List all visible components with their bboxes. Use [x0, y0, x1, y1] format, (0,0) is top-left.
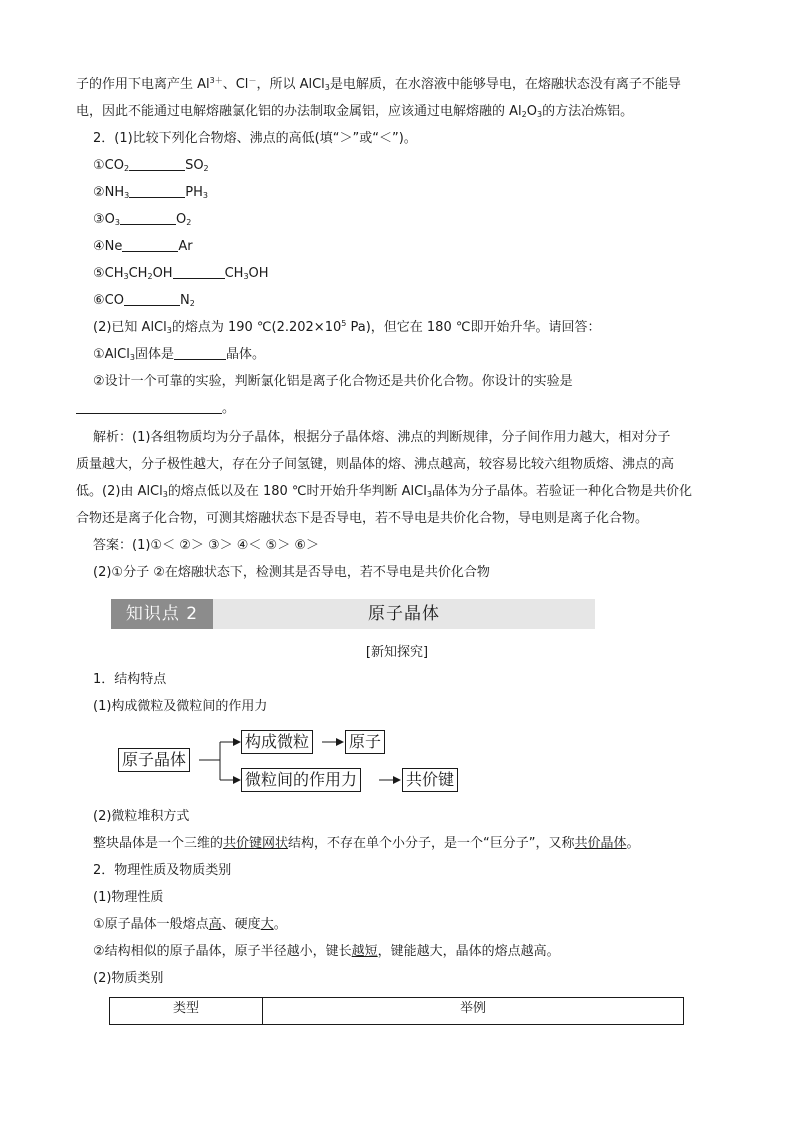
question-2-part-2-2-blank: 。 [76, 400, 235, 418]
question-2-part-2-1: ①AlCl$_3$固体是 晶体。 [93, 347, 265, 362]
knowledge-point-tag: 知识点 2 [111, 599, 213, 629]
paragraph-line: ①原子晶体一般熔点高、硬度大。 [93, 917, 287, 932]
answer-line: (2)①分子 ②在熔融状态下，检测其是否导电，若不导电是共价化合物 [93, 565, 490, 580]
knowledge-point-title: 原子晶体 [368, 604, 440, 624]
subsection-heading: (1)构成微粒及微粒间的作用力 [93, 699, 268, 714]
compare-item-5: $⑤CH_3CH_2OH$ $CH_3OH$ [93, 266, 269, 281]
diagram-node-atom: 原子 [345, 730, 385, 754]
subsection-heading: (2)物质类别 [93, 971, 164, 986]
compare-item-2: $②NH_3$ $PH_3$ [93, 185, 208, 200]
compare-item-1: $①CO_2$ $SO_2$ [93, 158, 209, 173]
analysis-line: 质量越大，分子极性越大，存在分子间氢键，则晶体的熔、沸点越高，较容易比较六组物质熔、沸点的高 [76, 457, 675, 472]
diagram-node-constituent: 构成微粒 [241, 730, 313, 754]
paragraph-line: ②结构相似的原子晶体，原子半径越小，键长越短，键能越大，晶体的熔点越高。 [93, 944, 560, 959]
section-heading: 2．物理性质及物质类别 [93, 863, 232, 878]
compare-item-6: ⑥CO $N_2$ [93, 293, 195, 308]
paragraph-line: 子的作用下电离产生 $Al^{3+}$、Cl－，所以 AlCl$_3$是电解质，在水溶液中能够导电，在熔融状态没有离子不能导 [76, 76, 681, 92]
diagram-node-covalent-bond: 共价键 [402, 768, 458, 792]
subsection-heading: (2)微粒堆积方式 [93, 809, 190, 824]
analysis-line: 合物还是离子化合物，可测其熔融状态下是否导电，若不导电是共价化合物，导电则是离子化合物。 [76, 511, 649, 526]
substance-category-table [109, 997, 684, 1025]
analysis-line: 解析：(1)各组物质均为分子晶体，根据分子晶体熔、沸点的判断规律，分子间作用力越大，相对分子 [93, 430, 671, 445]
question-2-stem: 2．(1)比较下列化合物熔、沸点的高低(填“＞”或“＜”)。 [93, 131, 417, 146]
diagram-node-interaction: 微粒间的作用力 [241, 768, 361, 792]
paragraph-line: 整块晶体是一个三维的共价键网状结构，不存在单个小分子，是一个“巨分子”，又称共价晶体。 [93, 836, 640, 851]
question-2-part-2: (2)已知 AlCl$_3$的熔点为 190 $℃(2.202\times 10^5$ Pa)，但它在 180 ℃即开始升华。请回答： [93, 319, 601, 335]
table-header-type: 类型 [110, 998, 263, 1024]
question-2-part-2-2: ②设计一个可靠的实验，判断氯化铝是离子化合物还是共价化合物。你设计的实验是 [93, 374, 573, 389]
analysis-line: 低。(2)由 AlCl$_3$的熔点低以及在 180 ℃时开始升华判断 AlCl$_3$晶体为分子晶体。若验证一种化合物是共价化 [76, 484, 692, 499]
section-tag: [新知探究] [365, 645, 429, 660]
table-header-example: 举例 [459, 1001, 486, 1016]
diagram-node-root: 原子晶体 [118, 748, 190, 772]
subsection-heading: (1)物理性质 [93, 890, 164, 905]
section-heading: 1．结构特点 [93, 672, 167, 687]
compare-item-4: ④Ne Ar [93, 239, 193, 254]
compare-item-3: $③O_3$ $O_2$ [93, 212, 192, 227]
paragraph-line: 电，因此不能通过电解熔融氯化铝的办法制取金属铝，应该通过电解熔融的 $Al_2O_3$的方法冶炼铝。 [76, 104, 634, 119]
answer-line: 答案：(1)①＜ ②＞ ③＞ ④＜ ⑤＞ ⑥＞ [93, 538, 320, 553]
